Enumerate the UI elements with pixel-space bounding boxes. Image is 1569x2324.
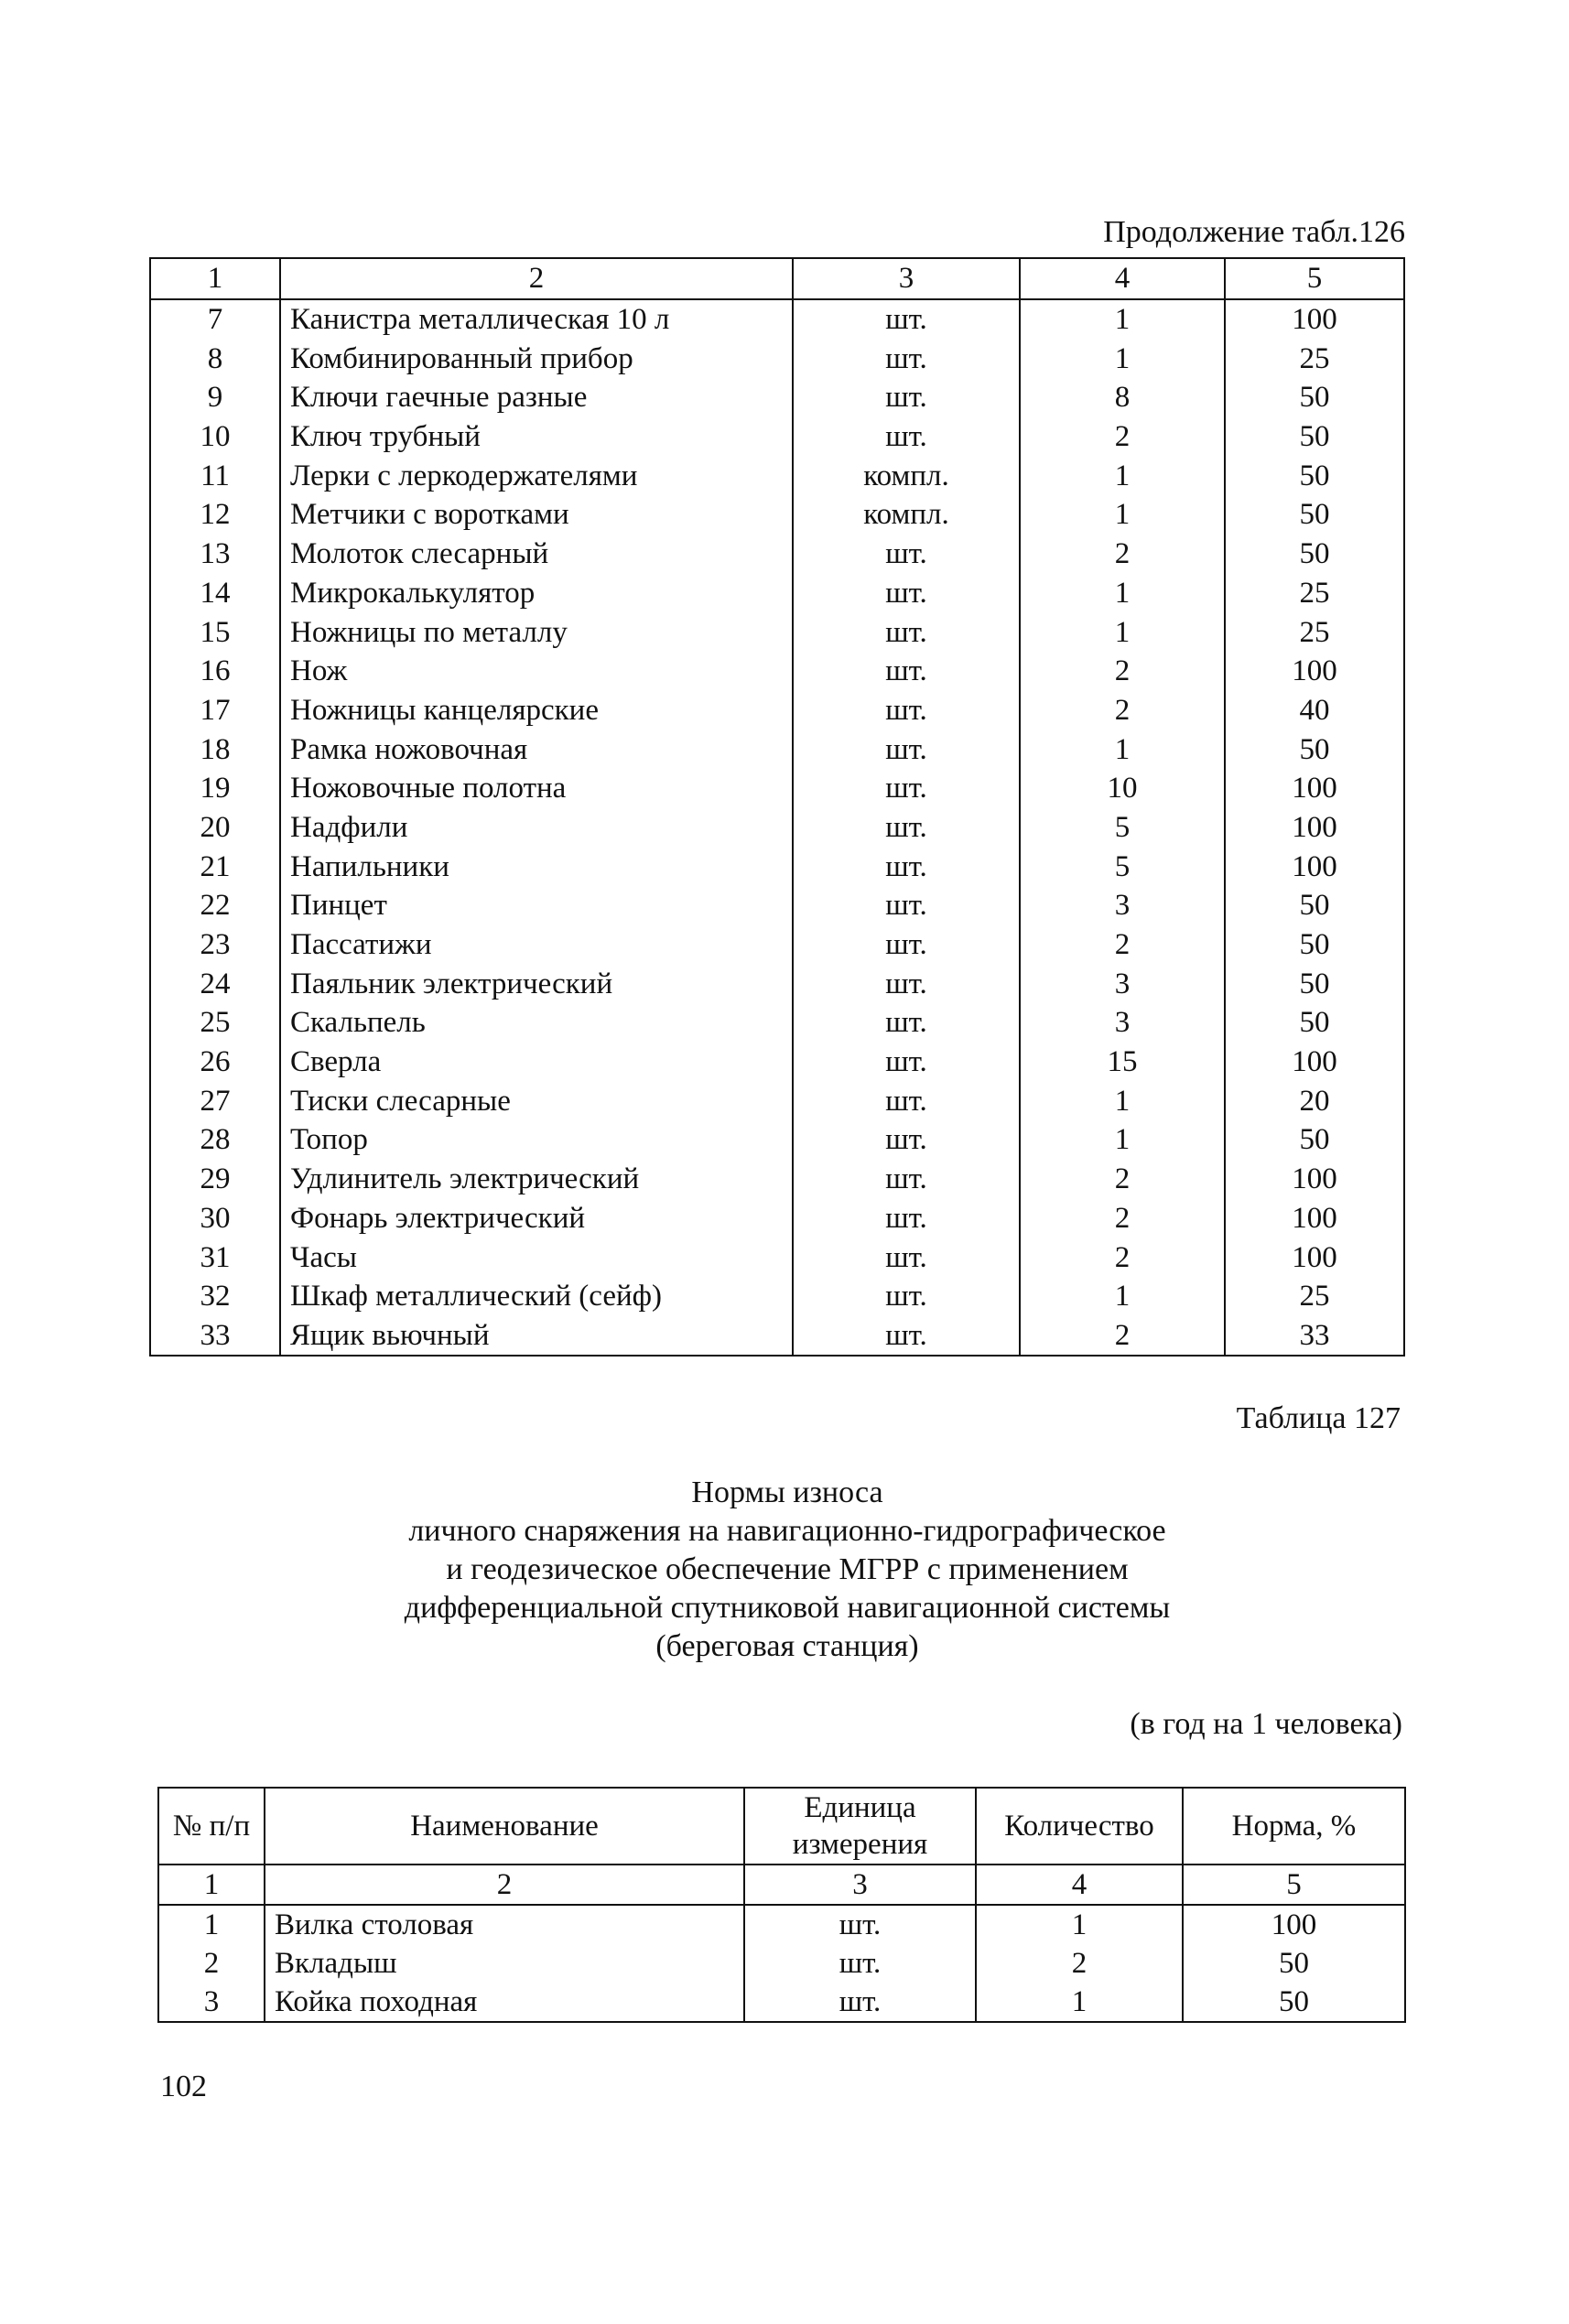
item-name: Надфили [280, 808, 793, 848]
item-name: Койка походная [265, 1983, 744, 2022]
unit: шт. [744, 1983, 976, 2022]
norm-percent: 50 [1225, 378, 1404, 417]
table-row [150, 1316, 1404, 1357]
unit-note: (в год на 1 человека) [1130, 1707, 1402, 1741]
table-row [150, 808, 1404, 848]
norm-percent: 25 [1225, 574, 1404, 613]
norm-percent: 100 [1225, 808, 1404, 848]
quantity: 2 [976, 1944, 1183, 1983]
row-number: 31 [150, 1238, 280, 1277]
item-name: Топор [280, 1120, 793, 1160]
column-header: 2 [280, 258, 793, 299]
table-row [150, 1043, 1404, 1082]
row-number: 11 [150, 456, 280, 495]
row-number: 27 [150, 1081, 280, 1120]
item-name: Шкаф металлический (сейф) [280, 1277, 793, 1316]
row-number: 25 [150, 1003, 280, 1043]
quantity: 1 [1020, 1120, 1225, 1160]
quantity: 3 [1020, 1003, 1225, 1043]
unit: шт. [793, 378, 1020, 417]
item-name: Паяльник электрический [280, 964, 793, 1003]
table-row [150, 1238, 1404, 1277]
quantity: 10 [1020, 769, 1225, 808]
column-header: 1 [150, 258, 280, 299]
unit: шт. [793, 299, 1020, 340]
quantity: 1 [976, 1983, 1183, 2022]
unit: шт. [793, 1043, 1020, 1082]
row-number: 16 [150, 652, 280, 691]
unit: шт. [793, 1238, 1020, 1277]
norm-percent: 50 [1183, 1983, 1405, 2022]
row-number: 26 [150, 1043, 280, 1082]
norm-percent: 100 [1225, 1199, 1404, 1238]
unit: шт. [793, 1120, 1020, 1160]
row-number: 18 [150, 730, 280, 769]
column-number: 1 [158, 1865, 265, 1905]
quantity: 1 [976, 1905, 1183, 1944]
title-line: и геодезическое обеспечение МГРР с применением [446, 1552, 1129, 1586]
unit: шт. [744, 1944, 976, 1983]
row-number: 29 [150, 1160, 280, 1199]
unit: шт. [793, 535, 1020, 574]
table-header-row [150, 258, 1404, 299]
row-number: 12 [150, 495, 280, 535]
column-header: Норма, % [1183, 1788, 1405, 1865]
norm-percent: 50 [1225, 495, 1404, 535]
quantity: 2 [1020, 691, 1225, 730]
row-number: 32 [150, 1277, 280, 1316]
row-number: 19 [150, 769, 280, 808]
item-name: Вилка столовая [265, 1905, 744, 1944]
table-row [150, 574, 1404, 613]
quantity: 2 [1020, 1238, 1225, 1277]
row-number: 10 [150, 417, 280, 457]
column-number: 2 [265, 1865, 744, 1905]
norm-percent: 100 [1225, 769, 1404, 808]
quantity: 2 [1020, 1160, 1225, 1199]
row-number: 1 [158, 1905, 265, 1944]
unit: шт. [793, 847, 1020, 886]
quantity: 1 [1020, 339, 1225, 378]
table-header-row [158, 1788, 1405, 1865]
quantity: 8 [1020, 378, 1225, 417]
table-row [150, 378, 1404, 417]
quantity: 3 [1020, 964, 1225, 1003]
row-number: 15 [150, 612, 280, 652]
item-name: Скальпель [280, 1003, 793, 1043]
item-name: Ножницы по металлу [280, 612, 793, 652]
norm-percent: 100 [1225, 299, 1404, 340]
row-number: 21 [150, 847, 280, 886]
table-row [150, 847, 1404, 886]
page-number: 102 [160, 2070, 207, 2103]
table-row [150, 964, 1404, 1003]
row-number: 23 [150, 925, 280, 965]
unit: шт. [744, 1905, 976, 1944]
norm-percent: 50 [1225, 925, 1404, 965]
norm-percent: 50 [1225, 1003, 1404, 1043]
table-126 [149, 257, 1405, 1357]
quantity: 1 [1020, 1277, 1225, 1316]
quantity: 3 [1020, 886, 1225, 925]
norm-percent: 25 [1225, 339, 1404, 378]
norm-percent: 100 [1225, 1238, 1404, 1277]
continuation-caption: Продолжение табл.126 [1103, 215, 1405, 249]
item-name: Канистра металлическая 10 л [280, 299, 793, 340]
column-header: Количество [976, 1788, 1183, 1865]
norm-percent: 50 [1225, 964, 1404, 1003]
norm-percent: 50 [1183, 1944, 1405, 1983]
item-name: Ящик вьючный [280, 1316, 793, 1357]
unit: шт. [793, 925, 1020, 965]
row-number: 14 [150, 574, 280, 613]
quantity: 1 [1020, 456, 1225, 495]
title-line: Нормы износа [691, 1475, 883, 1509]
norm-percent: 100 [1225, 652, 1404, 691]
table-row [150, 730, 1404, 769]
norm-percent: 50 [1225, 535, 1404, 574]
unit: шт. [793, 574, 1020, 613]
quantity: 1 [1020, 574, 1225, 613]
item-name: Ножовочные полотна [280, 769, 793, 808]
norm-percent: 25 [1225, 612, 1404, 652]
norm-percent: 25 [1225, 1277, 1404, 1316]
column-header: № п/п [158, 1788, 265, 1865]
quantity: 2 [1020, 535, 1225, 574]
table-row [158, 1944, 1405, 1983]
table-row [150, 652, 1404, 691]
row-number: 3 [158, 1983, 265, 2022]
table-127-title [275, 1474, 1300, 1666]
norm-percent: 50 [1225, 730, 1404, 769]
title-line: (береговая станция) [655, 1629, 919, 1663]
item-name: Рамка ножовочная [280, 730, 793, 769]
table-row [158, 1983, 1405, 2022]
unit: шт. [793, 808, 1020, 848]
quantity: 2 [1020, 925, 1225, 965]
column-number: 4 [976, 1865, 1183, 1905]
row-number: 28 [150, 1120, 280, 1160]
item-name: Пассатижи [280, 925, 793, 965]
norm-percent: 50 [1225, 886, 1404, 925]
quantity: 1 [1020, 299, 1225, 340]
quantity: 2 [1020, 1199, 1225, 1238]
table-127-label: Таблица 127 [1236, 1401, 1401, 1435]
row-number: 9 [150, 378, 280, 417]
unit: компл. [793, 456, 1020, 495]
table-row [158, 1905, 1405, 1944]
norm-percent: 40 [1225, 691, 1404, 730]
quantity: 1 [1020, 612, 1225, 652]
table-127 [157, 1787, 1406, 2023]
quantity: 1 [1020, 1081, 1225, 1120]
unit: шт. [793, 417, 1020, 457]
unit: шт. [793, 1199, 1020, 1238]
item-name: Ножницы канцелярские [280, 691, 793, 730]
table-row [150, 417, 1404, 457]
row-number: 17 [150, 691, 280, 730]
title-line: личного снаряжения на навигационно-гидрографическое [408, 1514, 1166, 1548]
table-row [150, 612, 1404, 652]
item-name: Пинцет [280, 886, 793, 925]
row-number: 13 [150, 535, 280, 574]
item-name: Часы [280, 1238, 793, 1277]
column-header: 5 [1225, 258, 1404, 299]
norm-percent: 33 [1225, 1316, 1404, 1357]
item-name: Удлинитель электрический [280, 1160, 793, 1199]
norm-percent: 50 [1225, 456, 1404, 495]
column-number: 3 [744, 1865, 976, 1905]
row-number: 30 [150, 1199, 280, 1238]
table-row [150, 495, 1404, 535]
item-name: Вкладыш [265, 1944, 744, 1983]
norm-percent: 100 [1183, 1905, 1405, 1944]
column-header: Единица измерения [744, 1788, 976, 1865]
item-name: Ключ трубный [280, 417, 793, 457]
unit: шт. [793, 612, 1020, 652]
item-name: Напильники [280, 847, 793, 886]
unit: шт. [793, 964, 1020, 1003]
norm-percent: 50 [1225, 1120, 1404, 1160]
table-row [150, 1160, 1404, 1199]
row-number: 8 [150, 339, 280, 378]
table-row [150, 691, 1404, 730]
quantity: 15 [1020, 1043, 1225, 1082]
item-name: Фонарь электрический [280, 1199, 793, 1238]
unit: шт. [793, 652, 1020, 691]
norm-percent: 100 [1225, 1043, 1404, 1082]
table-row [150, 535, 1404, 574]
quantity: 2 [1020, 417, 1225, 457]
quantity: 1 [1020, 730, 1225, 769]
quantity: 1 [1020, 495, 1225, 535]
table-row [150, 925, 1404, 965]
unit: шт. [793, 730, 1020, 769]
unit: шт. [793, 1081, 1020, 1120]
unit: шт. [793, 691, 1020, 730]
table-row [150, 1081, 1404, 1120]
norm-percent: 100 [1225, 1160, 1404, 1199]
item-name: Микрокалькулятор [280, 574, 793, 613]
column-header: 3 [793, 258, 1020, 299]
row-number: 33 [150, 1316, 280, 1357]
unit: шт. [793, 339, 1020, 378]
row-number: 2 [158, 1944, 265, 1983]
table-row [150, 1120, 1404, 1160]
column-header: Наименование [265, 1788, 744, 1865]
row-number: 7 [150, 299, 280, 340]
norm-percent: 50 [1225, 417, 1404, 457]
item-name: Молоток слесарный [280, 535, 793, 574]
norm-percent: 100 [1225, 847, 1404, 886]
unit: шт. [793, 886, 1020, 925]
quantity: 5 [1020, 847, 1225, 886]
item-name: Сверла [280, 1043, 793, 1082]
unit: шт. [793, 769, 1020, 808]
table-row [150, 299, 1404, 340]
unit: шт. [793, 1160, 1020, 1199]
table-row [150, 769, 1404, 808]
item-name: Нож [280, 652, 793, 691]
unit: компл. [793, 495, 1020, 535]
column-number-row [158, 1865, 1405, 1905]
norm-percent: 20 [1225, 1081, 1404, 1120]
item-name: Тиски слесарные [280, 1081, 793, 1120]
quantity: 2 [1020, 652, 1225, 691]
title-line: дифференциальной спутниковой навигационной системы [404, 1591, 1171, 1625]
table-row [150, 1277, 1404, 1316]
table-row [150, 456, 1404, 495]
table-row [150, 1199, 1404, 1238]
item-name: Метчики с воротками [280, 495, 793, 535]
unit: шт. [793, 1316, 1020, 1357]
column-header: 4 [1020, 258, 1225, 299]
column-number: 5 [1183, 1865, 1405, 1905]
row-number: 22 [150, 886, 280, 925]
item-name: Комбинированный прибор [280, 339, 793, 378]
item-name: Ключи гаечные разные [280, 378, 793, 417]
item-name: Лерки с леркодержателями [280, 456, 793, 495]
quantity: 5 [1020, 808, 1225, 848]
row-number: 24 [150, 964, 280, 1003]
table-row [150, 1003, 1404, 1043]
table-row [150, 339, 1404, 378]
row-number: 20 [150, 808, 280, 848]
table-row [150, 886, 1404, 925]
unit: шт. [793, 1003, 1020, 1043]
unit: шт. [793, 1277, 1020, 1316]
quantity: 2 [1020, 1316, 1225, 1357]
